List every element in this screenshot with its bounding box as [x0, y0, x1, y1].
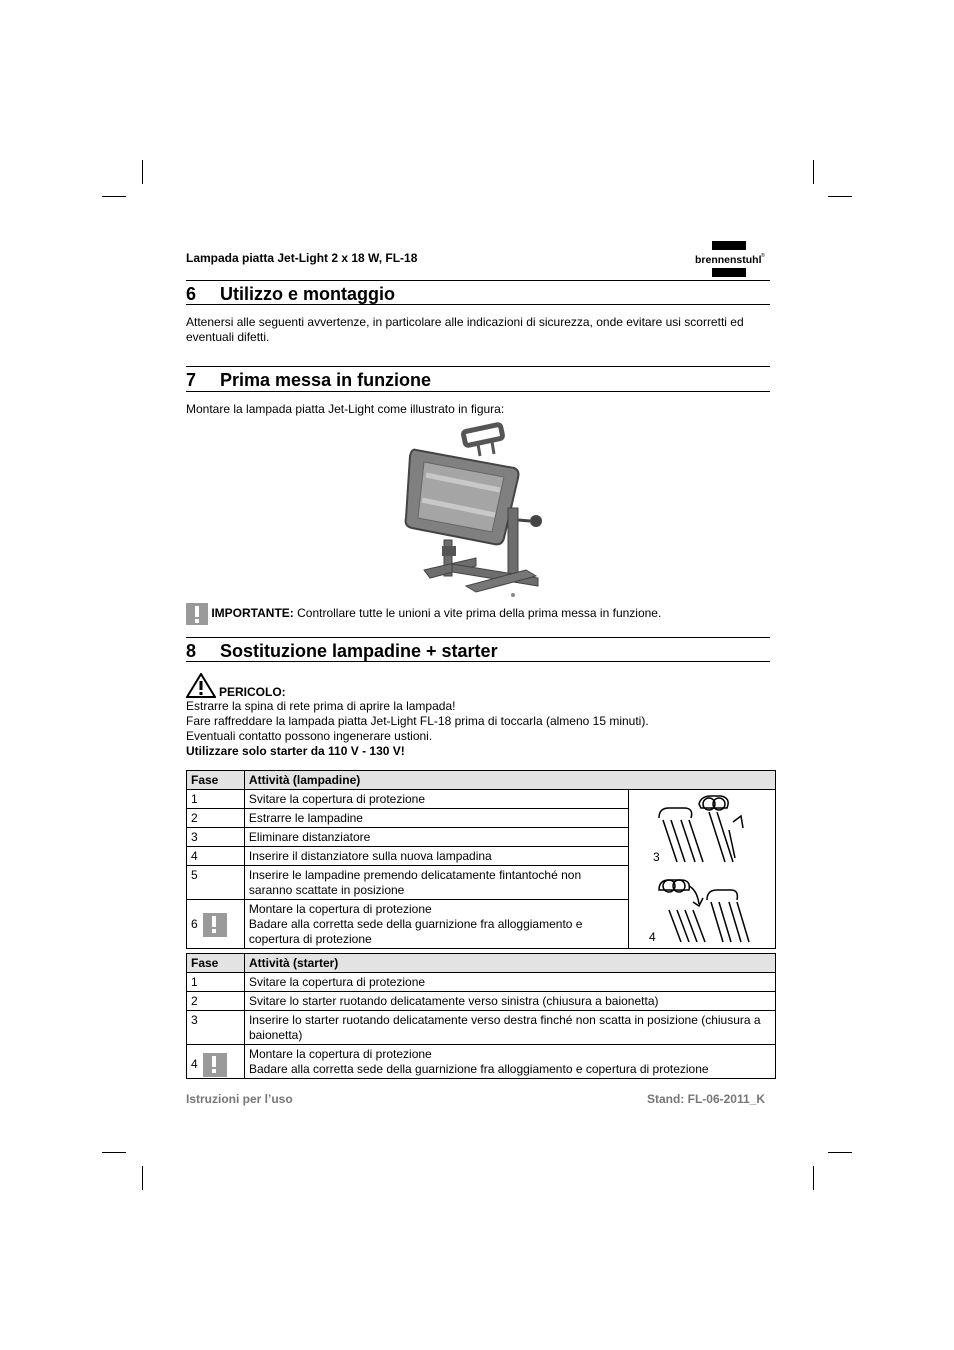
lamp-replacement-table — [186, 770, 776, 949]
starter-replacement-table — [186, 953, 776, 1079]
step-number: 4 — [191, 1057, 198, 1072]
section-rule — [186, 391, 770, 392]
step-text: Eliminare distanziatore — [244, 828, 628, 847]
danger-label: PERICOLO: — [219, 685, 286, 699]
section-8-title — [186, 641, 498, 662]
step-number: 1 — [187, 973, 245, 992]
crop-mark — [828, 196, 852, 197]
table-row — [187, 790, 776, 809]
section-rule — [186, 637, 770, 638]
column-header-activity: Attività (lampadine) — [244, 771, 775, 790]
table-row — [187, 973, 776, 992]
lamp-replacement-figure-cell — [628, 790, 775, 949]
column-header-step: Fase — [187, 954, 245, 973]
crop-mark — [828, 1152, 852, 1153]
document-header-title: Lampada piatta Jet-Light 2 x 18 W, FL-18 — [186, 251, 418, 265]
exclamation-icon — [203, 913, 227, 937]
important-note — [186, 603, 661, 625]
svg-text:brennenstuhl: brennenstuhl — [695, 254, 762, 266]
header-rule — [186, 280, 770, 281]
danger-warning-icon — [186, 673, 216, 698]
section-rule — [186, 661, 770, 662]
table-row — [187, 1011, 776, 1045]
danger-line: Fare raffreddare la lampada piatta Jet-Light FL-18 prima di toccarla (almeno 15 minuti). — [186, 714, 649, 728]
step-text: Svitare lo starter ruotando delicatamente verso sinistra (chiusura a baionetta) — [244, 992, 775, 1011]
crop-mark — [142, 1166, 143, 1190]
exclamation-icon — [203, 1053, 227, 1077]
section-6-text: Attenersi alle seguenti avvertenze, in particolare alle indicazioni di sicurezza, onde evitare usi scorretti ed eventuali difetti. — [186, 315, 744, 344]
crop-mark — [102, 1152, 126, 1153]
section-title-text: Utilizzo e montaggio — [220, 284, 395, 304]
svg-text:®: ® — [761, 253, 765, 259]
important-label: IMPORTANTE: — [211, 606, 294, 621]
section-title-text: Sostituzione lampadine + starter — [220, 641, 498, 661]
section-6-title — [186, 284, 395, 305]
starter-voltage-note: Utilizzare solo starter da 110 V - 130 V! — [186, 744, 405, 758]
step-number: 1 — [187, 790, 245, 809]
step-number-cell — [187, 900, 245, 949]
step-text-cell — [244, 900, 628, 949]
figure-label-4: 4 — [648, 930, 656, 944]
footer-left: Istruzioni per l’uso — [186, 1092, 293, 1106]
step-number: 5 — [187, 866, 245, 900]
step-text: Estrarre le lampadine — [244, 809, 628, 828]
column-header-step: Fase — [187, 771, 245, 790]
important-text: Controllare tutte le unioni a vite prima della prima messa in funzione. — [297, 606, 662, 621]
step-text: Svitare la copertura di protezione — [244, 973, 775, 992]
section-number: 6 — [186, 284, 197, 304]
step-number: 4 — [187, 847, 245, 866]
step-text: Svitare la copertura di protezione — [244, 790, 628, 809]
footer-right: Stand: FL-06-2011_K — [646, 1092, 765, 1106]
table-row — [187, 992, 776, 1011]
step-text-cell — [244, 1045, 775, 1079]
lamp-replacement-figure — [629, 790, 775, 948]
column-header-activity: Attività (starter) — [244, 954, 775, 973]
step-text: Inserire il distanziatore sulla nuova lampadina — [244, 847, 628, 866]
section-rule — [186, 366, 770, 367]
crop-mark — [813, 1166, 814, 1190]
section-7-title — [186, 370, 431, 391]
section-number: 8 — [186, 641, 197, 661]
step-number: 3 — [187, 1011, 245, 1045]
table-header-row — [187, 771, 776, 790]
step-number: 3 — [187, 828, 245, 847]
step-text-detail: Badare alla corretta sede della guarnizione fra alloggiamento e copertura di protezione — [248, 1062, 709, 1076]
table-header-row — [187, 954, 776, 973]
figure-label-3: 3 — [652, 850, 660, 864]
step-number: 6 — [191, 916, 198, 931]
section-7-text: Montare la lampada piatta Jet-Light come illustrato in figura: — [186, 402, 505, 416]
step-text: Inserire le lampadine premendo delicatamente fintantoché non saranno scattate in posizione — [244, 866, 628, 900]
crop-mark — [102, 196, 126, 197]
section-title-text: Prima messa in funzione — [220, 370, 432, 390]
step-number: 2 — [187, 809, 245, 828]
section-number: 7 — [186, 370, 197, 390]
step-text: Inserire lo starter ruotando delicatamente verso destra finché non scatta in posizione (chiusura a baionetta) — [244, 1011, 775, 1045]
step-number: 2 — [187, 992, 245, 1011]
step-text: Montare la copertura di protezione — [248, 902, 432, 916]
step-text-detail: Badare alla corretta sede della guarnizione fra alloggiamento e copertura di protezione — [248, 917, 583, 946]
table-row — [187, 1045, 776, 1079]
exclamation-icon — [186, 603, 208, 625]
section-rule — [186, 304, 770, 305]
lamp-assembly-illustration — [396, 420, 556, 600]
step-text: Montare la copertura di protezione — [248, 1047, 432, 1061]
crop-mark — [142, 160, 143, 184]
crop-mark — [813, 160, 814, 184]
danger-line: Eventuali contatto possono ingenerare ustioni. — [186, 729, 433, 743]
danger-line: Estrarre la spina di rete prima di aprire la lampada! — [186, 699, 456, 713]
step-number-cell — [187, 1045, 245, 1079]
brand-logo — [694, 241, 766, 277]
